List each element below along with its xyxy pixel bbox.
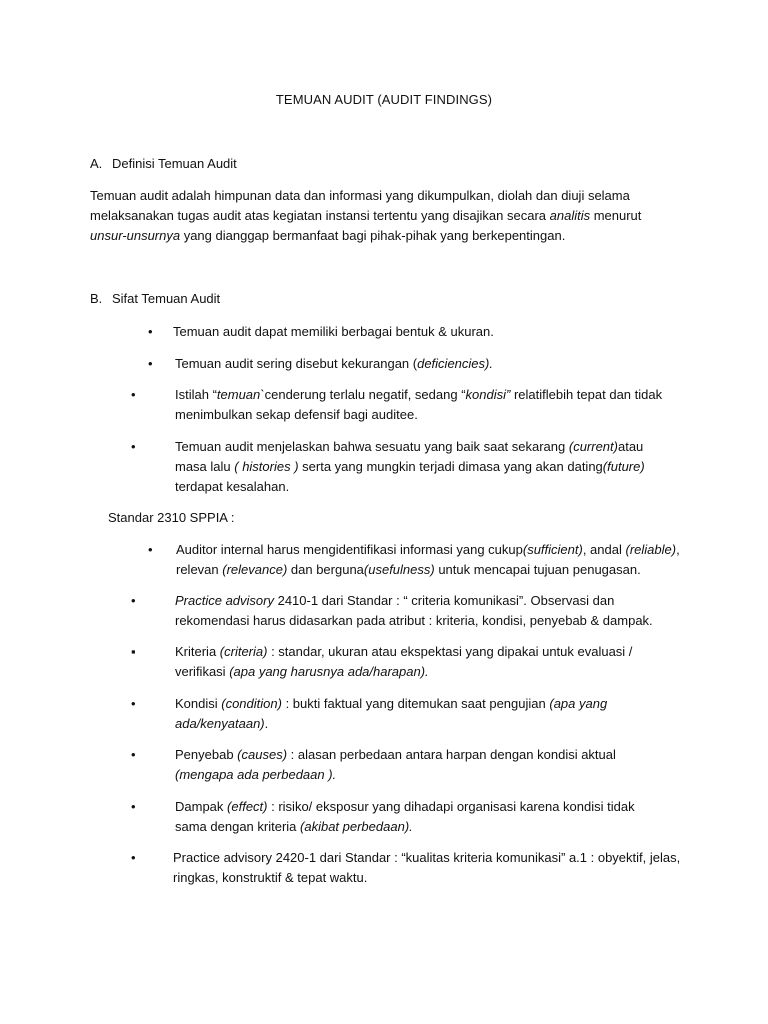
bullet-marker: • bbox=[148, 542, 153, 557]
section-b-heading bbox=[90, 291, 220, 306]
bullet-marker: • bbox=[148, 324, 153, 339]
section-b-number: B. bbox=[90, 291, 103, 306]
sifat-item-2: Temuan audit sering disebut kekurangan (deficiencies). bbox=[175, 356, 493, 371]
standar-item-6: Dampak (effect) : risiko/ eksposur yang dihadapi organisasi karena kondisi tidak sama dengan kriteria (akibat perbedaan). bbox=[175, 799, 635, 834]
standar-item-5: Penyebab (causes) : alasan perbedaan antara harpan dengan kondisi aktual (mengapa ada perbedaan ). bbox=[175, 747, 616, 782]
sifat-item-1: Temuan audit dapat memiliki berbagai bentuk & ukuran. bbox=[173, 324, 494, 339]
bullet-marker: • bbox=[131, 850, 136, 865]
standar-item-3: Kriteria (criteria) : standar, ukuran atau ekspektasi yang dipakai untuk evaluasi / verifikasi (apa yang harusnya ada/harapan). bbox=[175, 644, 633, 679]
bullet-marker: • bbox=[131, 593, 136, 608]
section-b-title: Sifat Temuan Audit bbox=[112, 291, 221, 306]
bullet-marker: • bbox=[148, 356, 153, 371]
document-title: TEMUAN AUDIT (AUDIT FINDINGS) bbox=[275, 92, 493, 107]
section-a-heading bbox=[90, 156, 237, 171]
bullet-marker: ▪ bbox=[131, 644, 136, 659]
section-a-title: Definisi Temuan Audit bbox=[112, 156, 237, 171]
sifat-item-4: Temuan audit menjelaskan bahwa sesuatu yang baik saat sekarang (current)atau masa lalu ( histories ) serta yang mungkin terjadi dimasa yang akan dating(future) terdapat kesalahan. bbox=[175, 439, 645, 494]
section-a-paragraph: Temuan audit adalah himpunan data dan informasi yang dikumpulkan, diolah dan diuji selama melaksanakan tugas audit atas kegiatan instansi tertentu yang disajikan secara analitis menurut unsur-unsurnya yang dianggap bermanfaat bagi pihak-pihak yang berkepentingan. bbox=[90, 188, 642, 243]
standar-item-7: Practice advisory 2420-1 dari Standar : “kualitas kriteria komunikasi” a.1 : obyektif, jelas, ringkas, konstruktif & tepat waktu. bbox=[173, 850, 681, 885]
bullet-marker: • bbox=[131, 799, 136, 814]
standar-item-1: Auditor internal harus mengidentifikasi informasi yang cukup(sufficient), andal (reliable), relevan (relevance) dan berguna(usefulness) untuk mencapai tujuan penugasan. bbox=[176, 542, 680, 577]
bullet-marker: • bbox=[131, 696, 136, 711]
bullet-marker: • bbox=[131, 747, 136, 762]
sifat-item-3: Istilah “temuan`cenderung terlalu negatif, sedang “kondisi” relatiflebih tepat dan tidak menimbulkan sekap defensif bagi auditee. bbox=[175, 387, 663, 422]
section-a-number: A. bbox=[90, 156, 103, 171]
standar-item-2: Practice advisory 2410-1 dari Standar : “ criteria komunikasi”. Observasi dan rekomendasi harus didasarkan pada atribut : kriteria, kondisi, penyebab & dampak. bbox=[175, 593, 653, 628]
bullet-marker: • bbox=[131, 439, 136, 454]
standar-item-4: Kondisi (condition) : bukti faktual yang ditemukan saat pengujian (apa yang ada/kenyataan). bbox=[175, 696, 608, 731]
standar-heading: Standar 2310 SPPIA : bbox=[108, 510, 235, 525]
bullet-marker: • bbox=[131, 387, 136, 402]
